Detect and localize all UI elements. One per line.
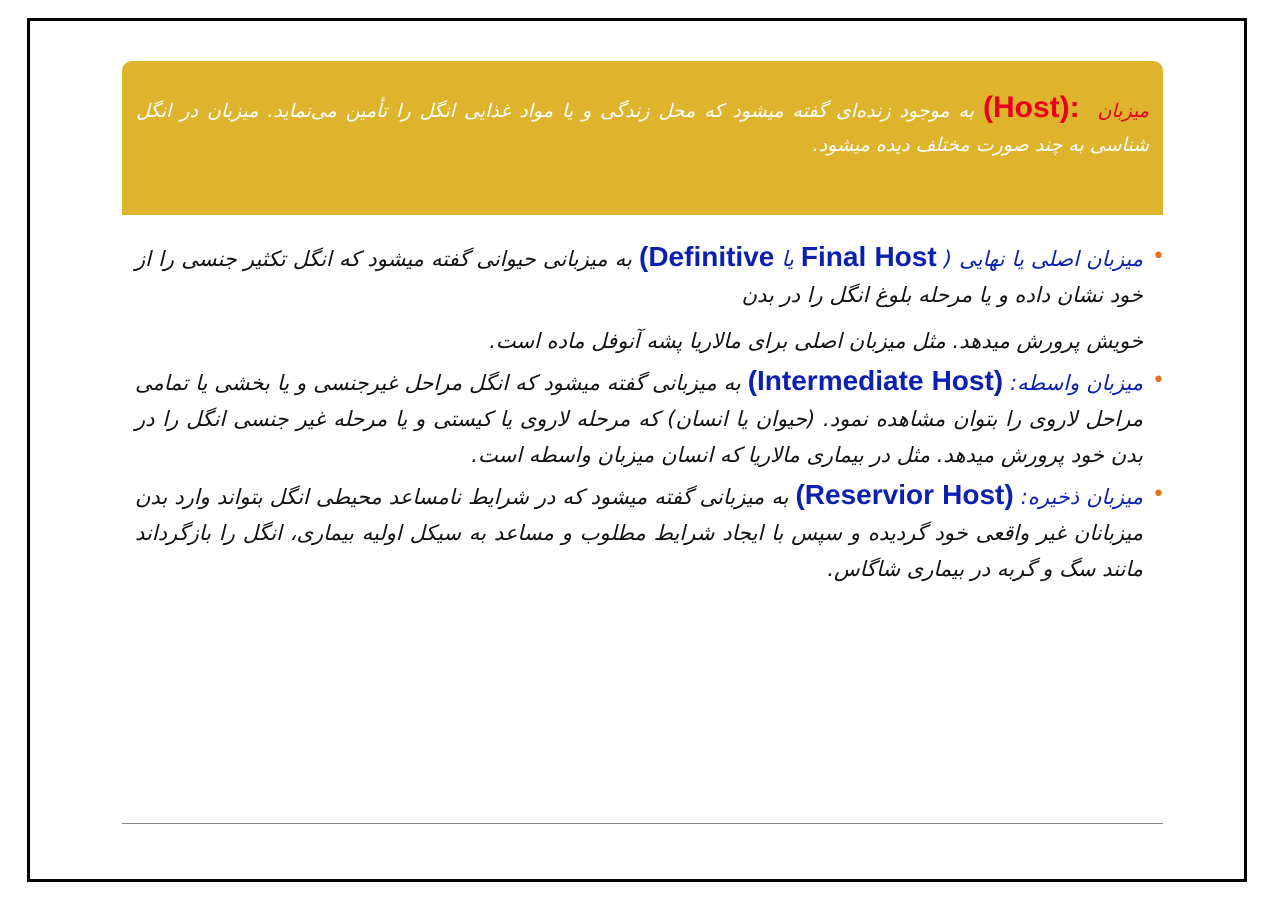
- banner-line1: به موجود زنده‌ای گفته میشود که محل زندگی و یا مواد غذایی انگل را تأمین: [345, 100, 974, 122]
- banner-host-term: (Host):: [982, 91, 1080, 124]
- bullet-text: به میزبانی حیوانی گفته میشود که انگل تکثیر جنسی را از خود نشان داده و یا مرحله بلوغ انگل را در بدن: [135, 247, 1143, 307]
- definition-banner: [122, 61, 1163, 215]
- bullet-term: میزبان اصلی یا نهایی (: [943, 247, 1143, 271]
- bullet-english-term: (Intermediate Host): [747, 365, 1004, 396]
- banner-term: میزبان: [1097, 100, 1149, 122]
- bullet-english-term: Final Host: [800, 241, 937, 272]
- bullet-final-host: [135, 239, 1165, 359]
- banner-line2: می‌نماید. میزبان در انگل شناسی به چند صورت مختلف دیده میشود.: [136, 100, 1149, 156]
- bullet-dot: •: [1152, 482, 1165, 507]
- bullet-list: [135, 239, 1165, 591]
- bullet-text: به میزبانی گفته میشود که در شرایط نامساعد محیطی انگل بتواند وارد بدن میزبانان غیر واقعی خود گردیده و سپس با ایجاد شرایط مطلوب و مساعد به سیکل اولیه بیماری، انگل را بازگرداند مانند سگ و گربه در بیماری شاگاس.: [135, 485, 1143, 581]
- bullet-term: میزبان واسطه:: [1010, 371, 1143, 395]
- bullet-english-term-2: (Definitive: [639, 241, 775, 272]
- banner-text: [136, 91, 1149, 162]
- bullet-dot: •: [1152, 244, 1165, 269]
- slide: [27, 18, 1247, 882]
- bullet-reservoir-host: [135, 477, 1165, 587]
- bullet-text: به میزبانی گفته میشود که انگل مراحل غیرجنسی و یا بخشی یا تمامی مراحل لاروی را بتوان مشاهده نمود. (حیوان یا انسان) که مرحله لاروی یا کیستی و یا مرحله غیر جنسی انگل را در بدن خود پرورش میدهد. مثل در بیماری مالاریا که انسان میزبان واسطه است.: [135, 371, 1143, 467]
- bullet-dot: •: [1152, 368, 1165, 393]
- bullet-connector: یا: [781, 247, 794, 271]
- bullet-term: میزبان ذخیره:: [1020, 485, 1143, 509]
- bullet-intermediate-host: [135, 363, 1165, 473]
- bullet-text-continued: خویش پرورش میدهد. مثل میزبان اصلی برای مالاریا پشه آنوفل ماده است.: [489, 329, 1143, 353]
- footer-divider: [122, 823, 1163, 824]
- bullet-english-term: (Reservior Host): [795, 479, 1014, 510]
